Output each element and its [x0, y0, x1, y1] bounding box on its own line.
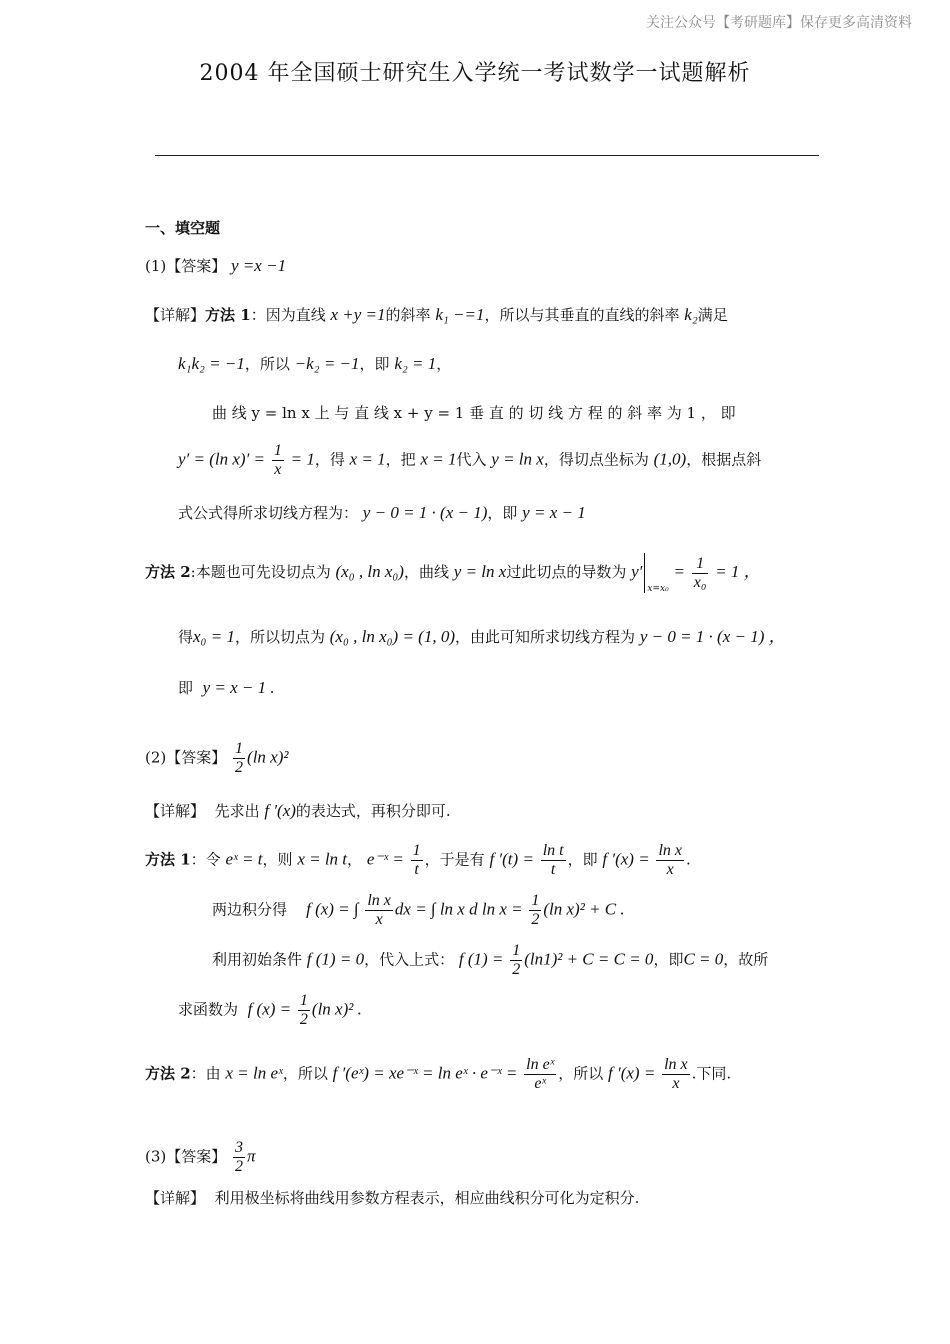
text: ，故所 — [723, 950, 769, 969]
text: ，得 — [314, 450, 345, 469]
math: f (1) = — [458, 949, 504, 969]
text: 代入 — [456, 450, 487, 469]
text: 的表达式，再积分即可. — [295, 802, 451, 820]
denominator: x — [274, 461, 282, 478]
text: ：由 — [190, 1064, 221, 1083]
math: (x₀ , ln x₀) = (1, 0) — [329, 627, 456, 646]
q2-detail — [145, 801, 451, 821]
math: dx = ∫ ln x d ln x = — [394, 899, 523, 919]
math: (ln x)² . — [311, 999, 362, 1019]
fraction — [529, 892, 541, 929]
text: 两边积分得 — [212, 900, 288, 919]
text: :本题也可先设切点为 — [190, 563, 331, 581]
math: f (x) = — [247, 999, 292, 1019]
math: k₂ — [684, 305, 698, 324]
numerator: 1 — [273, 442, 282, 459]
text: ，即 — [567, 850, 598, 869]
subscript: x=x₀ — [647, 584, 669, 594]
q2-answer — [145, 740, 288, 777]
method-label: 方法 1 — [145, 850, 191, 869]
numerator: 3 — [235, 1139, 244, 1156]
math: k₂ = 1 — [394, 354, 437, 373]
fraction — [233, 740, 245, 777]
numerator: ln eˣ — [526, 1056, 555, 1073]
fraction — [541, 842, 566, 879]
q2-method1-line2 — [212, 892, 625, 929]
math: f (1) = 0 — [306, 949, 365, 969]
text: ，于是有 — [424, 850, 485, 869]
q2-method1-line4 — [178, 992, 362, 1029]
math: x₀ = 1 — [193, 627, 235, 646]
fraction — [233, 1139, 245, 1176]
numerator: 1 — [531, 892, 540, 909]
math: x = ln t — [297, 849, 348, 869]
math: eˣ = t — [225, 849, 263, 869]
numerator: 1 — [235, 740, 244, 757]
math: y = ln x — [453, 562, 507, 581]
math: C = 0 — [683, 949, 724, 969]
denominator: 2 — [235, 759, 244, 776]
math: x = 1 — [349, 449, 386, 469]
denominator: 2 — [235, 1158, 244, 1175]
math: x = 1 — [420, 449, 457, 469]
denominator: 2 — [512, 961, 521, 978]
page-title: 2004 年全国硕士研究生入学统一考试数学一试题解析 — [199, 61, 751, 86]
method-label: 方法 2 — [145, 1064, 191, 1083]
section-heading: 一、填空题 — [145, 219, 221, 237]
math: k₁k₂ = −1 — [178, 354, 245, 373]
text: ，即 — [487, 504, 518, 522]
text: ，根据点斜 — [686, 450, 762, 469]
fraction — [411, 842, 423, 879]
math: = 1 — [290, 449, 315, 469]
detail-label: 【详解】 — [145, 802, 206, 820]
math: f ′(x) = — [602, 849, 650, 869]
q1-answer-expr: y =x −1 — [231, 256, 287, 275]
math: e⁻ˣ = — [366, 849, 404, 869]
text: ，所以 — [282, 1064, 328, 1083]
title-divider — [155, 155, 819, 156]
math: π — [247, 1146, 256, 1166]
text: ，代入上式： — [364, 950, 455, 969]
math: y = x − 1 — [522, 503, 586, 522]
q1-method2-line2 — [178, 627, 786, 647]
denominator: x₀ — [693, 573, 707, 591]
math: y′ = (ln x)′ = — [178, 449, 266, 469]
math: (x₀ , ln x₀) — [335, 562, 404, 581]
detail-label: 【详解】 — [145, 1189, 206, 1207]
denominator: eˣ — [534, 1075, 547, 1092]
numerator: 1 — [299, 992, 308, 1009]
q2-answer-label: (2)【答案】 — [145, 748, 227, 767]
text: ，即 — [359, 355, 390, 373]
math: x +y =1 — [330, 305, 386, 324]
math: y′ — [631, 562, 643, 581]
text: ，即 — [653, 950, 684, 969]
denominator: x — [672, 1075, 680, 1092]
math: (1,0) — [653, 449, 687, 469]
q1-answer — [145, 256, 286, 276]
text: 先求出 — [214, 802, 260, 820]
q1-method2-line3 — [178, 678, 275, 698]
fraction — [298, 992, 310, 1029]
text: ，则 — [262, 850, 293, 869]
fraction — [656, 842, 684, 879]
text: 式公式得所求切线方程为： — [178, 504, 359, 522]
numerator: ln x — [664, 1056, 688, 1073]
q1-method1-line1 — [145, 305, 728, 325]
math: (ln1)² + C = C = 0 — [524, 949, 654, 969]
text: ，由此可知所求切线方程为 — [455, 628, 636, 646]
method-label: 方法 2 — [145, 563, 191, 581]
math: f ′(t) = — [489, 849, 534, 869]
text: ，所以与其垂直的直线的斜率 — [484, 306, 680, 324]
text: .下同. — [691, 1064, 732, 1083]
q1-method1-line2 — [178, 354, 451, 374]
math: y = x − 1 . — [202, 678, 275, 697]
denominator: t — [414, 861, 419, 878]
math: −k₂ = −1 — [294, 354, 360, 373]
fraction — [524, 1056, 556, 1093]
q3-detail — [145, 1188, 639, 1208]
text: 求函数为 — [178, 1000, 239, 1019]
text: 得 — [178, 628, 194, 646]
text: 利用极坐标将曲线用参数方程表示，相应曲线积分可化为定积分. — [214, 1189, 640, 1207]
math: f (x) = ∫ — [306, 899, 359, 919]
numerator: ln x — [367, 892, 391, 909]
math: f ′(eˣ) = xe⁻ˣ = ln eˣ · e⁻ˣ = — [332, 1063, 518, 1083]
fraction — [272, 442, 284, 479]
text: 满足 — [697, 306, 728, 324]
denominator: x — [666, 861, 674, 878]
math: y − 0 = 1 · (x − 1) ， — [639, 627, 786, 646]
math: k₁ −=1 — [435, 305, 485, 324]
q1-answer-label: (1)【答案】 — [145, 257, 227, 275]
text: ，所以切点为 — [234, 628, 325, 646]
text: ，所以 — [244, 355, 290, 373]
detail-label: 【详解】 — [145, 306, 206, 324]
math: = 1 ， — [715, 562, 761, 581]
fraction — [662, 1056, 690, 1093]
text: 利用初始条件 — [212, 950, 303, 969]
text: ，得切点坐标为 — [543, 450, 649, 469]
q3-answer-label: (3)【答案】 — [145, 1147, 227, 1166]
math: x = ln eˣ — [225, 1063, 283, 1083]
math: = — [673, 562, 685, 581]
math: (ln x)² — [247, 747, 289, 767]
numerator: ln t — [542, 842, 564, 859]
denominator: 2 — [299, 1011, 308, 1028]
denominator: 2 — [531, 911, 540, 928]
text: ， — [347, 850, 363, 869]
q3-answer — [145, 1139, 256, 1176]
fraction — [692, 555, 709, 592]
text: 的斜率 — [385, 306, 431, 324]
q2-method2 — [145, 1056, 731, 1093]
watermark: 关注公众号【考研题库】保存更多高清资料 — [646, 15, 912, 31]
method-label: 方法 1 — [205, 306, 251, 324]
text: 过此切点的导数为 — [506, 563, 627, 581]
denominator: x — [375, 911, 383, 928]
fraction — [365, 892, 393, 929]
q1-method1-line5 — [178, 503, 586, 523]
math: f ′(x) = — [608, 1063, 656, 1083]
math: y − 0 = 1 · (x − 1) — [362, 503, 488, 522]
text: ，曲线 — [403, 563, 449, 581]
numerator: 1 — [512, 942, 521, 959]
q2-method1-line3 — [212, 942, 768, 979]
math: f ′(x) — [264, 801, 296, 820]
numerator: 1 — [692, 555, 709, 574]
text: 即 — [178, 679, 194, 697]
q1-method1-line3: 曲 线 y = ln x 上 与 直 线 x + y = 1 垂 直 的 切 线 方 程 的 斜 率 为 1 ， 即 — [212, 404, 736, 422]
fraction — [510, 942, 522, 979]
math: (ln x)² + C . — [543, 899, 625, 919]
text: ， — [436, 355, 452, 373]
q1-method2-line1 — [145, 553, 761, 599]
denominator: t — [550, 861, 556, 878]
q1-method1-line4 — [178, 442, 761, 479]
text: ，把 — [385, 450, 416, 469]
text: ，所以 — [558, 1064, 604, 1083]
text: ：因为直线 — [250, 306, 326, 324]
numerator: 1 — [412, 842, 421, 859]
evaluation-bar — [644, 553, 645, 593]
q2-method1-line1: 方法 1：令 eˣ = t，则 x = ln t， e⁻ˣ = $\frac{1}{t}$ ，于是有 f ′(t) = $\frac{\text{ln t}}{t}$ ，即 f ′(x) = $\frac{\text{ln x}}{x}$ . — [145, 842, 691, 878]
numerator: ln x — [658, 842, 682, 859]
text: ：令 — [190, 850, 221, 869]
math: y = ln x — [491, 449, 544, 469]
